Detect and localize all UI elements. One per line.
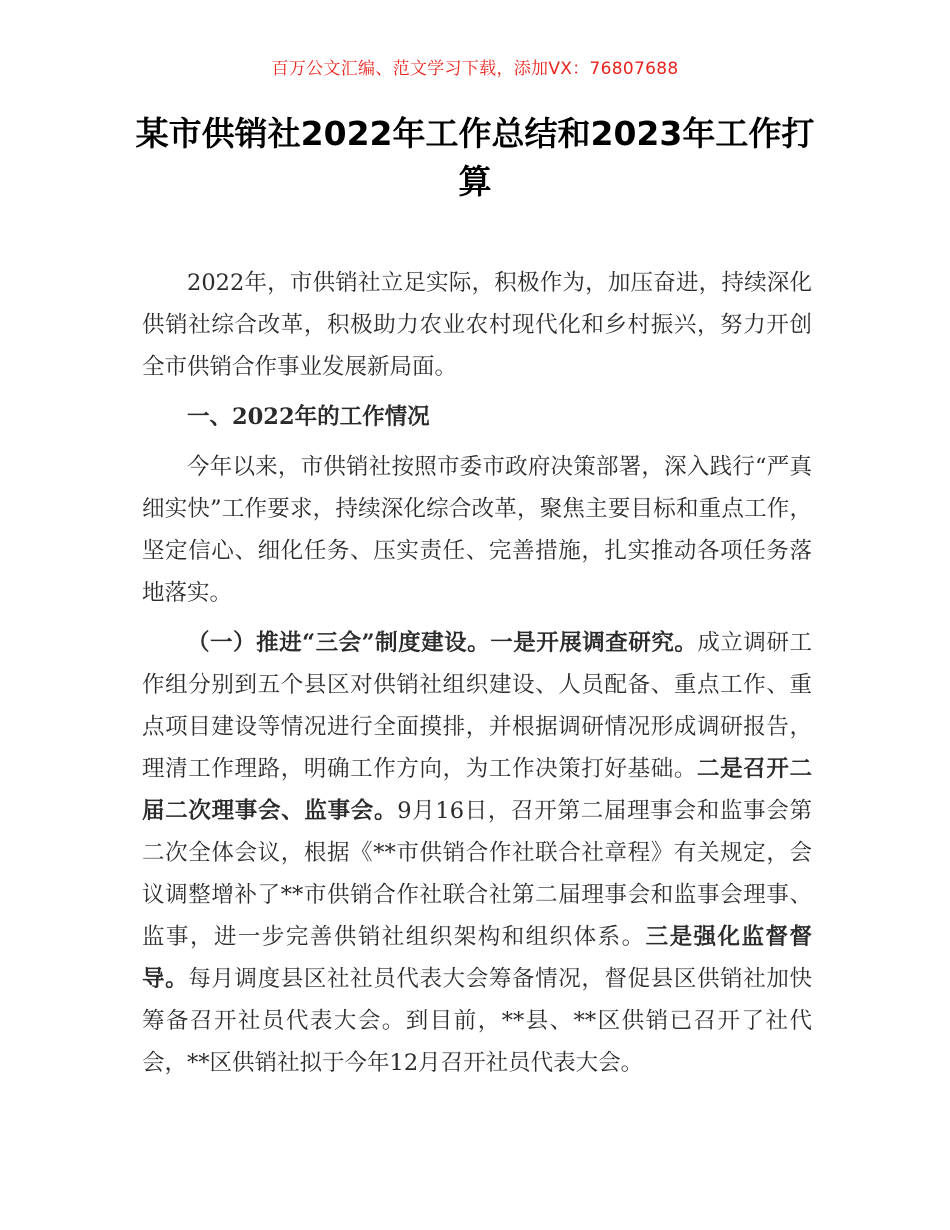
document-title: 某市供销社2022年工作总结和2023年工作打算	[135, 114, 815, 201]
point2-text: 9月16日，召开第二届理事会和监事会第二次全体会议，根据《**市供销合作社联合社章程》有关规定，会议调整增补了**市供销合作社联合社第二届理事会和监事会理事、监事，进一步完善供销社组织架构和组织体系。	[142, 798, 812, 950]
point3-label: 三是强化监督督导。	[142, 924, 812, 992]
point2-label: 二是召开二届二次理事会、监事会。	[142, 756, 812, 824]
document-body	[142, 262, 812, 1092]
point1-label: 一是开展调查研究。	[490, 630, 698, 656]
watermark-header: 百万公文汇编、范文学习下载，添加VX：76807688	[271, 59, 679, 79]
item-paragraph	[142, 622, 812, 1084]
section-intro-paragraph: 今年以来，市供销社按照市委市政府决策部署，深入践行“严真细实快”工作要求，持续深化综合改革，聚焦主要目标和重点工作，坚定信心、细化任务、压实责任、完善措施，扎实推动各项任务落地落实。	[142, 454, 812, 606]
point1-text: 成立调研工作组分别到五个县区对供销社组织建设、人员配备、重点工作、重点项目建设等情况进行全面摸排，并根据调研情况形成调研报告，理清工作理路，明确工作方向，为工作决策打好基础。	[142, 630, 812, 782]
point3-text: 每月调度县区社社员代表大会筹备情况，督促县区供销社加快筹备召开社员代表大会。到目前，**县、**区供销已召开了社代会，**区供销社拟于今年12月召开社员代表大会。	[142, 966, 812, 1076]
item-label: （一）推进“三会”制度建设。	[187, 630, 491, 656]
intro-paragraph: 2022年，市供销社立足实际，积极作为，加压奋进，持续深化供销社综合改革，积极助力农业农村现代化和乡村振兴，努力开创全市供销合作事业发展新局面。	[142, 270, 812, 380]
section-heading: 一、2022年的工作情况	[187, 404, 430, 430]
